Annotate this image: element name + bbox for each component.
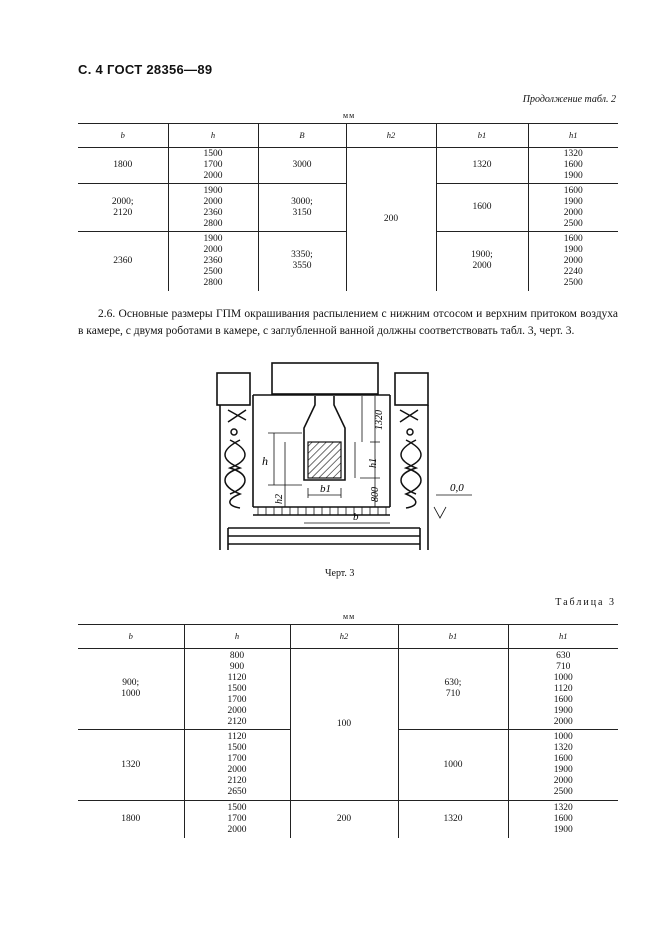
table2-cell-b: 1800 — [113, 160, 133, 170]
label-h1: h1 — [368, 458, 379, 468]
table2-cell-h: 1900 2000 2360 2800 — [168, 184, 258, 232]
table2-cell-h2: 200 — [346, 148, 436, 291]
table2-cell-h: 1900 2000 2360 2500 2800 — [168, 232, 258, 291]
page-header: С. 4 ГОСТ 28356—89 — [78, 62, 213, 77]
label-800: 800 — [370, 487, 381, 502]
table2-header-b1: b1 — [436, 124, 528, 148]
table3-cell-b: 900; 1000 — [121, 678, 141, 699]
table2-cell-b1: 1600 — [436, 184, 528, 232]
air-supply-box — [272, 363, 378, 394]
table3-cell-h2: 200 — [290, 801, 398, 838]
table3-cell-b1: 1000 — [398, 730, 508, 801]
paragraph-2-6: 2.6. Основные размеры ГПМ окрашивания распылением с нижним отсосом и верхним притоком воздуха в камере, с двумя роботами в камере, с заглубленной ванной должны соответствовать табл. 3, черт. 3. — [78, 308, 618, 337]
label-h2: h2 — [274, 494, 285, 504]
table-row — [78, 148, 618, 184]
table3-unit: мм — [343, 612, 356, 621]
table2-header-B: B — [258, 124, 346, 148]
table3-cell-h: 1120 1500 1700 2000 2120 2650 — [184, 730, 290, 801]
drawing-3 — [210, 360, 480, 560]
table3-cell-b: 1800 — [78, 801, 184, 838]
table3-header-h1: h1 — [508, 625, 618, 649]
table2-cell-h: 1500 1700 2000 — [168, 148, 258, 184]
table2-cell-B: 3350; 3550 — [258, 232, 346, 291]
table3-cell-h1: 1320 1600 1900 — [508, 801, 618, 838]
drawing-caption: Черт. 3 — [325, 568, 355, 579]
table-row — [78, 801, 618, 838]
table3-header-h: h — [184, 625, 290, 649]
robot-left-top — [217, 373, 250, 405]
table2-cell-b: 2000; 2120 — [78, 184, 168, 232]
table2-cell-b1: 1320 — [436, 148, 528, 184]
table3-cell-b: 1320 — [78, 730, 184, 801]
table3-cell-h1: 1000 1320 1600 1900 2000 2500 — [508, 730, 618, 801]
table2-header-b: b — [78, 124, 168, 148]
table2-cell-b1: 1900; 2000 — [436, 232, 528, 291]
robot-right-top — [395, 373, 428, 405]
table3-header-row — [78, 625, 618, 649]
table2-header-row — [78, 124, 618, 148]
table2-cell-B: 3000 — [258, 148, 346, 184]
table3-header-b: b — [78, 625, 184, 649]
table2-header-h1: h1 — [528, 124, 618, 148]
table3-cell-h1: 630 710 1000 1120 1600 1900 2000 — [508, 649, 618, 730]
table3-header-h2: h2 — [290, 625, 398, 649]
table3-cell-h: 800 900 1120 1500 1700 2000 2120 — [184, 649, 290, 730]
table2-cell-h1: 1320 1600 1900 — [528, 148, 618, 184]
product-hatched — [308, 442, 341, 478]
table3-cell-h: 1500 1700 2000 — [184, 801, 290, 838]
table2-cell-h1: 1600 1900 2000 2500 — [528, 184, 618, 232]
table-row — [78, 649, 618, 730]
robot-right-cross — [400, 410, 418, 422]
table3-cell-b1: 630; 710 — [398, 649, 508, 730]
robot-left-cross — [228, 410, 246, 422]
table2-cell-h1: 1600 1900 2000 2240 2500 — [528, 232, 618, 291]
label-b1: b1 — [320, 483, 331, 495]
table2-unit: мм — [343, 111, 356, 120]
label-1320: 1320 — [374, 410, 385, 430]
table2 — [78, 123, 618, 291]
robot-left-arm — [225, 440, 240, 508]
table2-header-h: h — [168, 124, 258, 148]
label-b: b — [353, 511, 359, 523]
table2-header-h2: h2 — [346, 124, 436, 148]
table2-continuation-label: Продолжение табл. 2 — [522, 94, 616, 105]
table3-cell-h2: 100 — [290, 649, 398, 801]
table2-cell-b: 2360 — [78, 232, 168, 291]
table3-cell-b1: 1320 — [398, 801, 508, 838]
label-level: 0,0 — [450, 482, 464, 494]
label-h: h — [262, 454, 268, 468]
table3 — [78, 624, 618, 838]
table3-title: Таблица 3 — [555, 597, 616, 608]
table3-header-b1: b1 — [398, 625, 508, 649]
table2-cell-B: 3000; 3150 — [258, 184, 346, 232]
robot-right-arm — [406, 440, 421, 508]
